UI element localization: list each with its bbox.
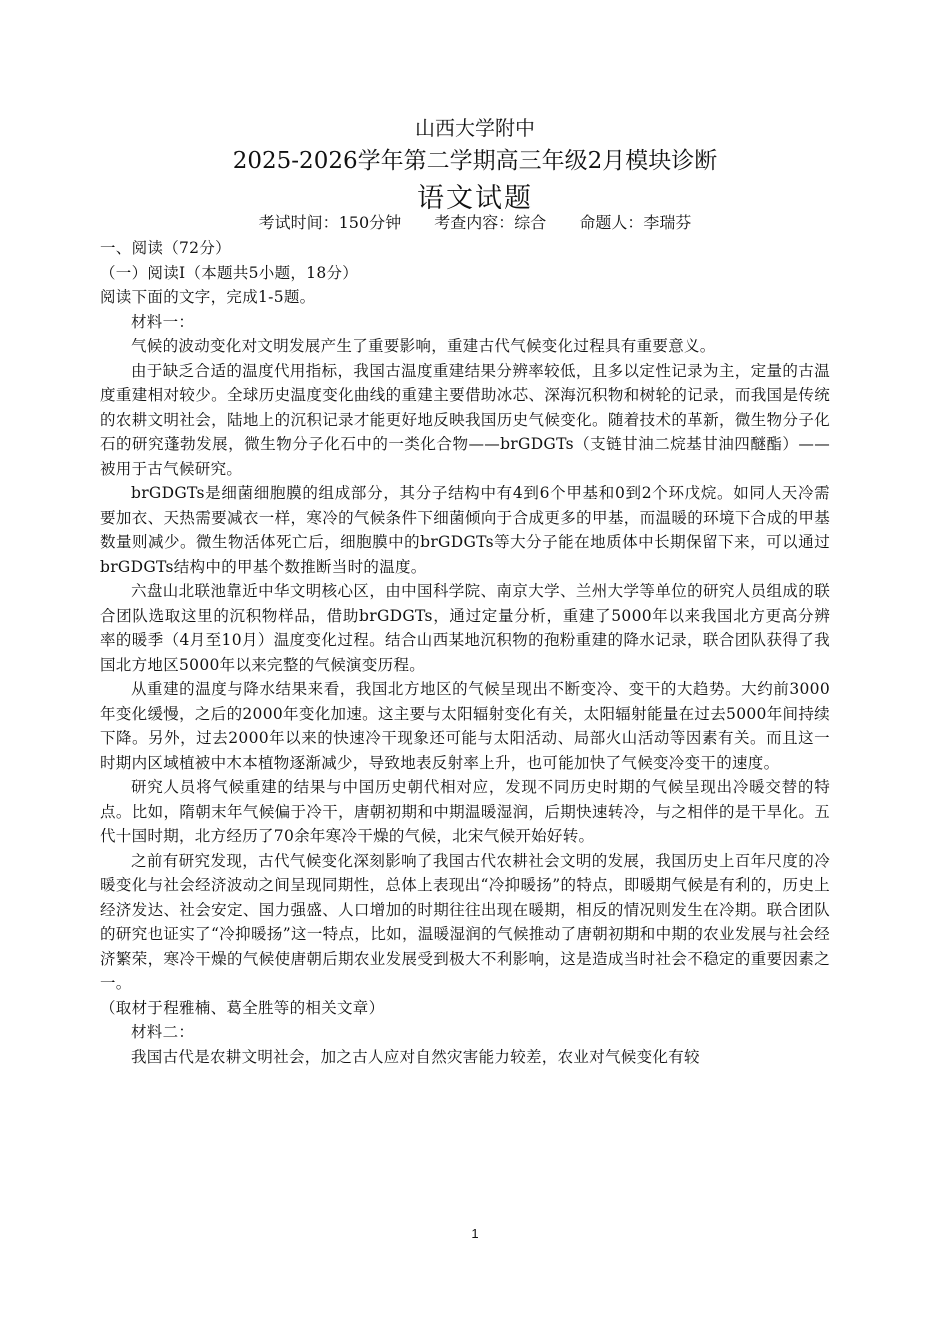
exam-time: 考试时间：150分钟 [258, 213, 402, 232]
material-2-paragraph: 我国古代是农耕文明社会，加之古人应对自然灾害能力较差，农业对气候变化有较 [131, 1047, 700, 1066]
material-1-paragraph: 由于缺乏合适的温度代用指标，我国古温度重建结果分辨率较低，且多以定性记录为主，定量的古温度重建相对较少。全球历史温度变化曲线的重建主要借助冰芯、深海沉积物和树轮的记录，而我国是传统的农耕文明社会，陆地上的沉积记录才能更好地反映我国历史气候变化。随着技术的革新，微生物分子化石的研究蓬勃发展，微生物分子化石中的一类化合物——brGDGTs（支链甘油二烷基甘油四醚酯）——被用于古气候研究。 [100, 361, 830, 478]
section-title: 一、阅读（72分） [100, 239, 231, 257]
exam-term-title: 2025-2026学年第二学期高三年级2月模块诊断 [232, 148, 718, 174]
exam-author: 命题人：李瑞芬 [579, 213, 692, 232]
content-scope: 考查内容：综合 [434, 213, 547, 232]
instruction: 阅读下面的文字，完成1-5题。 [100, 288, 316, 306]
page-number: 1 [471, 1226, 479, 1241]
material-1-paragraph: 从重建的温度与降水结果来看，我国北方地区的气候呈现出不断变冷、变干的大趋势。大约前3000年变化缓慢，之后的2000年变化加速。这主要与太阳辐射变化有关，太阳辐射能量在过去5000年间持续下降。另外，过去2000年以来的快速冷干现象还可能与太阳活动、局部火山活动等因素有关。而且这一时期内区域植被中木本植物逐渐减少，导致地表反射率上升，也可能加快了气候变冷变干的速度。 [100, 680, 830, 772]
material-2-label: 材料二： [131, 1023, 195, 1041]
school-name: 山西大学附中 [415, 116, 535, 140]
material-1-source: （取材于程雅楠、葛全胜等的相关文章） [100, 998, 385, 1017]
material-1-paragraph: 气候的波动变化对文明发展产生了重要影响，重建古代气候变化过程具有重要意义。 [131, 337, 716, 355]
material-1-paragraph: 六盘山北联池靠近中华文明核心区，由中国科学院、南京大学、兰州大学等单位的研究人员组成的联合团队选取这里的沉积物样品，借助brGDGTs，通过定量分析，重建了5000年以来我国北方更高分辨率的暖季（4月至10月）温度变化过程。结合山西某地沉积物的孢粉重建的降水记录，联合团队获得了我国北方地区5000年以来完整的气候演变历程。 [100, 582, 830, 674]
exam-meta [0, 210, 950, 233]
reading-section [100, 236, 830, 1069]
subsection-title: （一）阅读Ⅰ（本题共5小题，18分） [100, 263, 359, 282]
material-1-label: 材料一： [131, 312, 195, 331]
material-1-paragraph: brGDGTs是细菌细胞膜的组成部分，其分子结构中有4到6个甲基和0到2个环戊烷。如同人天冷需要加衣、天热需要减衣一样，寒冷的气候条件下细菌倾向于合成更多的甲基，而温暖的环境下合成的甲基数量则减少。微生物活体死亡后，细胞膜中的brGDGTs等大分子能在地质体中长期保留下来，可以通过brGDGTs结构中的甲基个数推断当时的温度。 [100, 484, 830, 576]
subject-title: 语文试题 [417, 183, 533, 214]
material-1-paragraph: 之前有研究发现，古代气候变化深刻影响了我国古代农耕社会文明的发展，我国历史上百年尺度的冷暖变化与社会经济波动之间呈现同期性，总体上表现出“冷抑暖扬”的特点，即暖期气候是有利的，历史上经济发达、社会安定、国力强盛、人口增加的时期往往出现在暖期，相反的情况则发生在冷期。联合团队的研究也证实了“冷抑暖扬”这一特点，比如，温暖湿润的气候推动了唐朝初期和中期的农业发展与社会经济繁荣，寒冷干燥的气候使唐朝后期农业发展受到极大不利影响，这是造成当时社会不稳定的重要因素之一。 [100, 851, 830, 992]
material-1-paragraph: 研究人员将气候重建的结果与中国历史朝代相对应，发现不同历史时期的气候呈现出冷暖交替的特点。比如，隋朝末年气候偏于冷干，唐朝初期和中期温暖湿润，后期快速转冷，与之相伴的是干旱化。五代十国时期，北方经历了70余年寒冷干燥的气候，北宋气候开始好转。 [100, 778, 830, 845]
